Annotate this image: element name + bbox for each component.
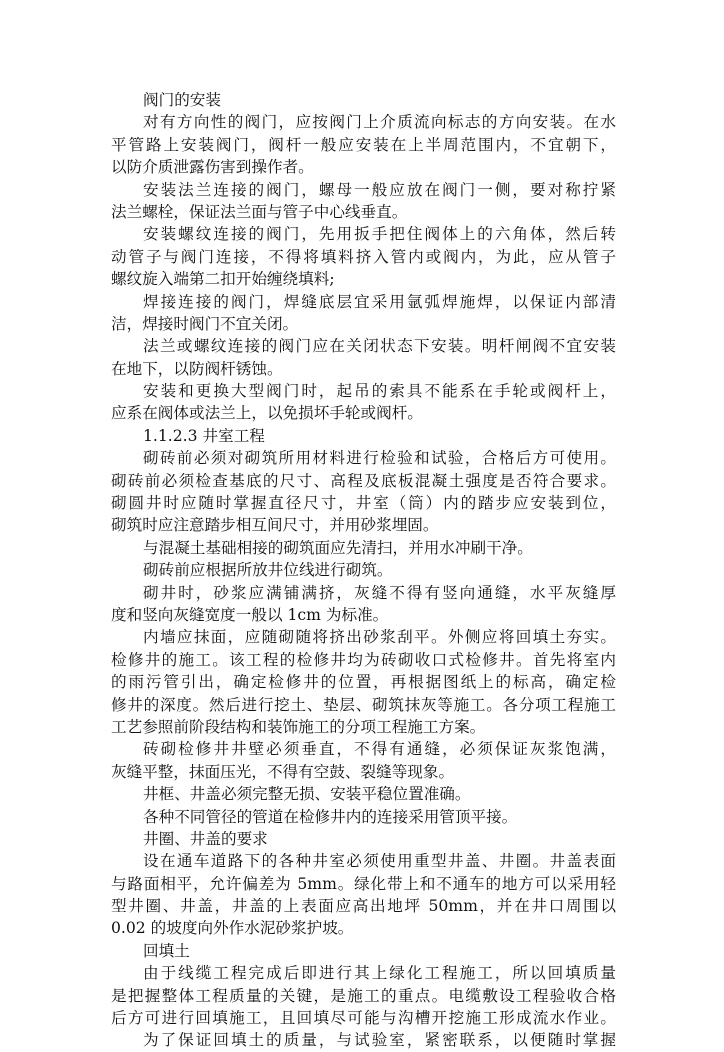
text-line: 工艺参照前阶段结构和装饰施工的分项工程施工方案。 xyxy=(111,717,486,736)
text-line: 砌圆井时应随时掌握直径尺寸，井室（筒）内的踏步应安装到位， xyxy=(111,494,616,513)
text-line: 设在通车道路下的各种井室必须使用重型井盖、井圈。井盖表面 xyxy=(143,852,616,871)
text-line: 平管路上安装阀门，阀杆一般应安装在上半周范围内，不宜朝下， xyxy=(111,135,616,154)
document-body xyxy=(111,89,616,1052)
text-line: 应系在阀体或法兰上，以免损坏手轮或阀杆。 xyxy=(111,404,423,423)
text-line: 0.02 的坡度向外作水泥砂浆护坡。 xyxy=(111,919,354,938)
text-line: 砌井时，砂浆应满铺满挤，灰缝不得有竖向通缝，水平灰缝厚 xyxy=(143,583,616,602)
text-line: 螺纹旋入端第二扣开始缠绕填料; xyxy=(111,270,335,289)
text-line: 1.1.2.3 井室工程 xyxy=(143,426,265,445)
text-line: 砌筑时应注意踏步相互间尺寸，并用砂浆埋固。 xyxy=(111,516,439,535)
text-line: 型井圈、井盖，井盖的上表面应高出地坪 50mm，并在井口周围以 xyxy=(111,897,616,916)
text-line: 各种不同管径的管道在检修井内的连接采用管顶平接。 xyxy=(143,807,518,826)
text-line: 动管子与阀门连接，不得将填料挤入管内或阀内，为此，应从管子 xyxy=(111,247,616,266)
text-line: 后方可进行回填施工，且回填尽可能与沟槽开挖施工形成流水作业。 xyxy=(111,1009,616,1028)
text-line: 安装和更换大型阀门时，起吊的索具不能系在手轮或阀杆上， xyxy=(143,382,616,401)
text-line: 砌砖前必须检查基底的尺寸、高程及底板混凝土强度是否符合要求。 xyxy=(111,471,616,490)
text-line: 修井的深度。然后进行挖土、垫层、砌筑抹灰等施工。各分项工程施工 xyxy=(111,695,616,714)
text-line: 以防介质泄露伤害到操作者。 xyxy=(111,158,314,177)
text-line: 阀门的安装 xyxy=(143,91,221,109)
text-line: 度和竖向灰缝宽度一般以 1cm 为标准。 xyxy=(111,605,389,624)
text-line: 法兰螺栓，保证法兰面与管子中心线垂直。 xyxy=(111,202,408,221)
text-line: 安装螺纹连接的阀门，先用扳手把住阀体上的六角体，然后转 xyxy=(143,225,616,244)
text-line: 与混凝土基础相接的砌筑面应先清扫，并用水冲刷干净。 xyxy=(143,538,533,557)
text-line: 对有方向性的阀门，应按阀门上介质流向标志的方向安装。在水 xyxy=(143,113,616,132)
text-line: 砌砖前必须对砌筑所用材料进行检验和试验，合格后方可使用。 xyxy=(143,449,616,468)
text-line: 砖砌检修井井壁必须垂直，不得有通缝，必须保证灰浆饱满， xyxy=(143,740,616,759)
text-line: 井框、井盖必须完整无损、安装平稳位置准确。 xyxy=(143,785,471,804)
text-line: 井圈、井盖的要求 xyxy=(143,829,268,848)
text-line: 安装法兰连接的阀门，螺母一般应放在阀门一侧，要对称拧紧 xyxy=(143,180,616,199)
text-line: 焊接连接的阀门，焊缝底层宜采用氩弧焊施焊，以保证内部清 xyxy=(143,292,616,311)
text-line: 灰缝平整，抹面压光，不得有空鼓、裂缝等现象。 xyxy=(111,762,455,781)
text-line: 由于线缆工程完成后即进行其上绿化工程施工，所以回填质量 xyxy=(143,964,616,983)
text-line: 回填土 xyxy=(143,941,190,960)
text-line: 是把握整体工程质量的关键，是施工的重点。电缆敷设工程验收合格 xyxy=(111,986,616,1005)
text-line: 法兰或螺纹连接的阀门应在关闭状态下安装。明杆闸阀不宜安装 xyxy=(143,337,616,356)
text-line: 的雨污管引出，确定检修井的位置，再根据图纸上的标高，确定检 xyxy=(111,673,616,692)
text-line: 检修井的施工。该工程的检修井均为砖砌收口式检修井。首先将室内 xyxy=(111,650,616,669)
text-line: 砌砖前应根据所放井位线进行砌筑。 xyxy=(143,561,393,580)
text-line: 为了保证回填土的质量，与试验室，紧密联系，以便随时掌握 xyxy=(143,1031,616,1050)
text-line: 在地下，以防阀杆锈蚀。 xyxy=(111,359,283,378)
text-line: 内墙应抹面，应随砌随将挤出砂浆刮平。外侧应将回填土夯实。 xyxy=(143,628,616,647)
text-line: 洁，焊接时阀门不宜关闭。 xyxy=(111,314,299,333)
text-line: 与路面相平，允许偏差为 5mm。绿化带上和不通车的地方可以采用轻 xyxy=(111,874,616,893)
